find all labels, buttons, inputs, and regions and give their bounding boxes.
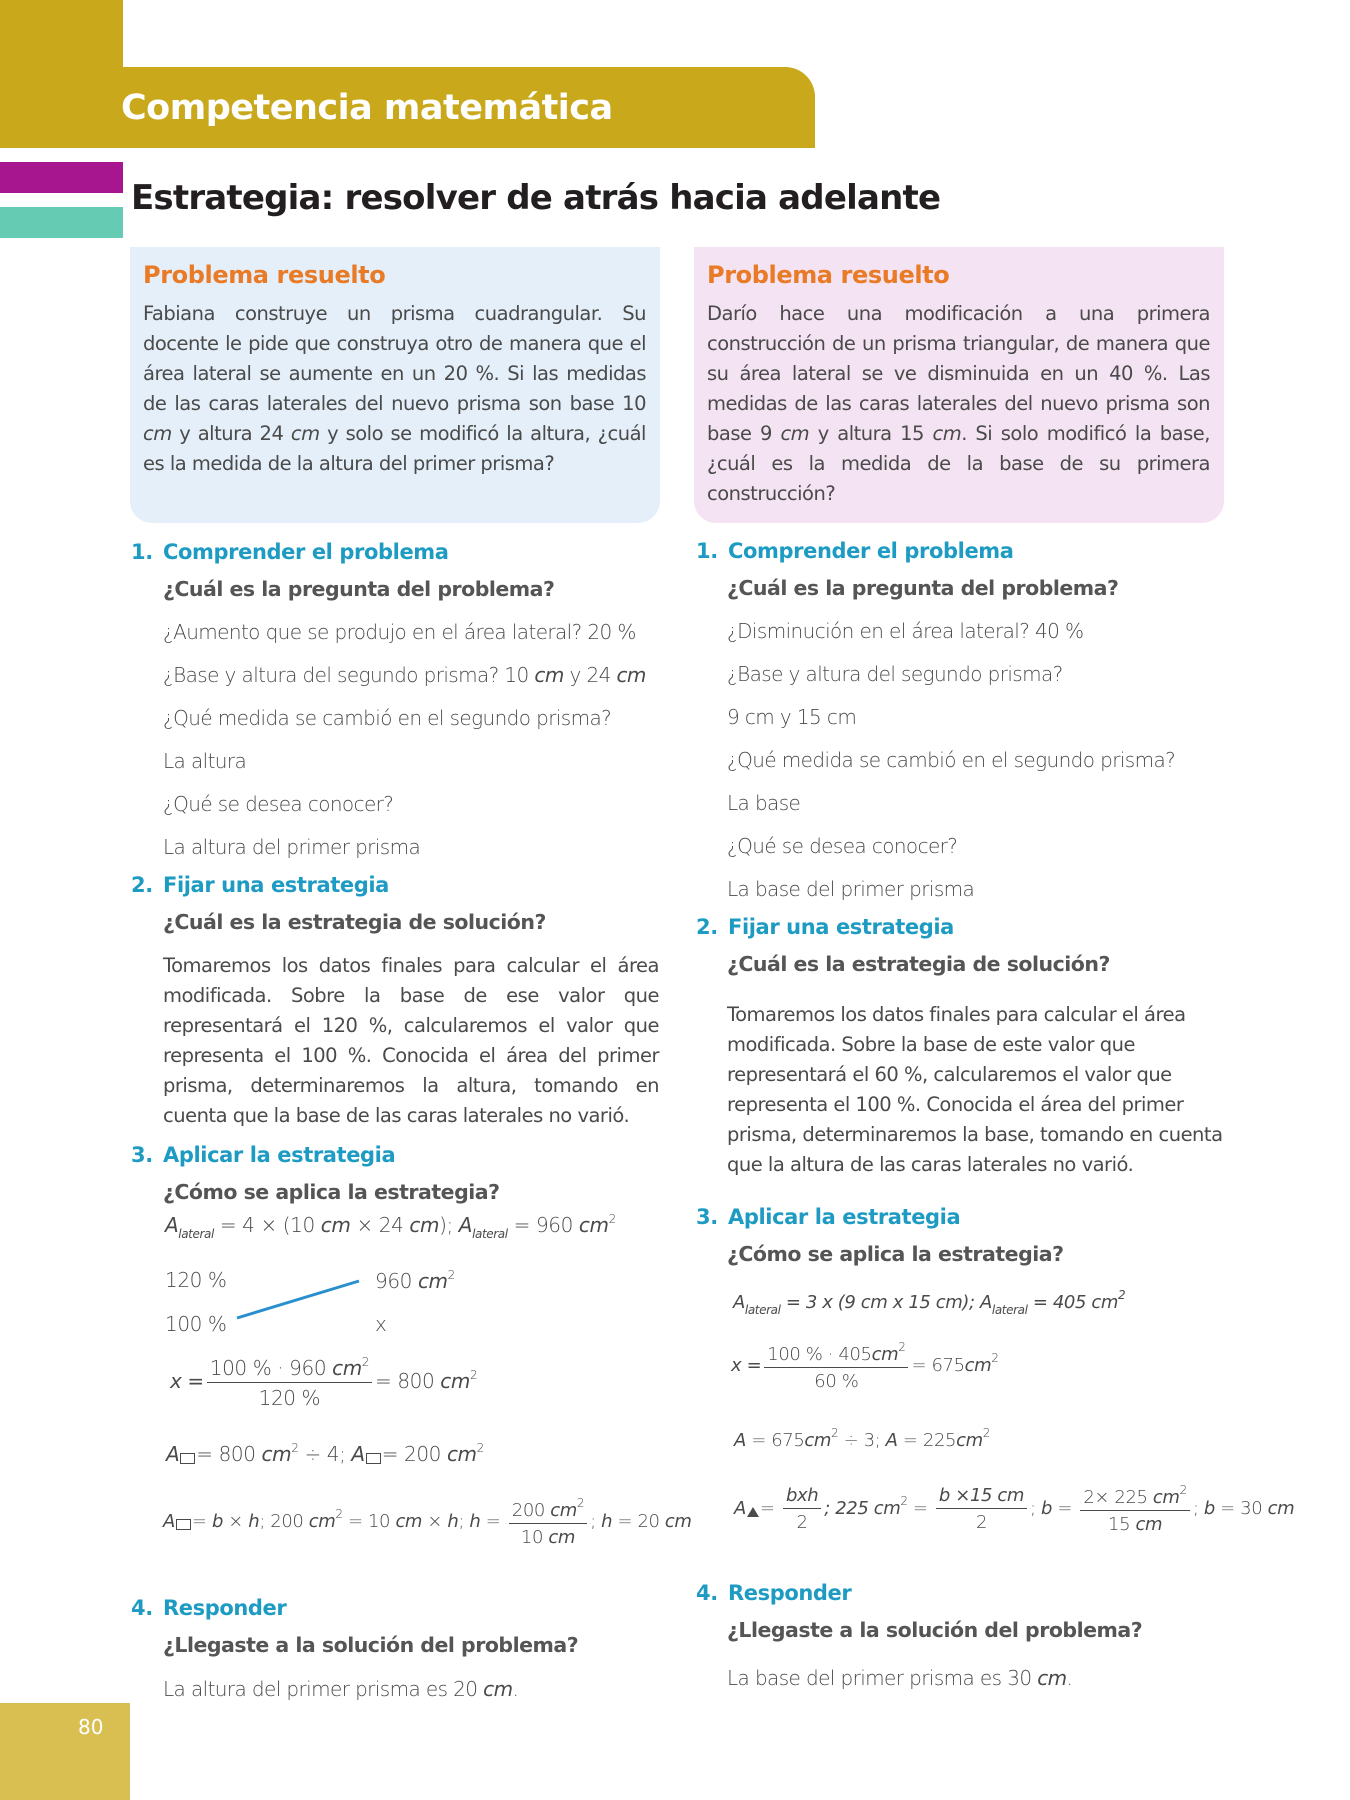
step-line: La base [727,791,801,815]
problem-statement: Darío hace una modificación a una primera construcción de un prisma triangular, de manera que su área lateral se ve disminuida en un 40 %. Las medidas de las caras laterales del nuevo prisma son base 9 cm y altura 15 cm. Si solo modificó la base, ¿cuál es la medida de la base de su primera construcción? [707,302,1210,505]
step-heading-2: 2. Fijar una estrategia [131,873,389,897]
proportion-percent-2: 100 % [165,1312,227,1336]
step-question: ¿Cuál es la pregunta del problema? [727,576,1119,600]
step-heading-4: 4. Responder [696,1581,852,1605]
step-line: La altura del primer prisma [163,835,421,859]
step-heading-3: 3. Aplicar la estrategia [131,1143,396,1167]
square-icon [180,1453,195,1464]
step-line: ¿Qué se desea conocer? [163,792,394,816]
formula-lateral-area: $A_{lateral} = 3$ x (9 cm x 15 cm); $A_{lateral} = 405$ $cm^2$ [733,1288,1126,1317]
problem-box-title: Problema resuelto [707,261,950,289]
step-line: ¿Base y altura del segundo prisma? [727,662,1063,686]
proportion-value-2: x [375,1312,387,1336]
step-heading-1: 1. Comprender el problema [696,539,1014,563]
problem-box-left [130,247,660,523]
formula-face-area: $A = 675cm^2 \div 3$; $A = 225cm^2$ [734,1426,990,1451]
step-heading-3: 3. Aplicar la estrategia [696,1205,961,1229]
step-line: ¿Aumento que se produjo en el área lateral? 20 % [163,620,636,644]
step-heading-2: 2. Fijar una estrategia [696,915,954,939]
section-title: Competencia matemática [121,88,613,128]
step-question: ¿Cómo se aplica la estrategia? [163,1180,500,1204]
strategy-paragraph: Tomaremos los datos finales para calcular el área modificada. Sobre la base de este valor que representará el 60 %, calcularemos el valor que representa el 100 %. Conocida el área del primer prisma, determinaremos la base, tomando en cuenta que la altura de las caras laterales no varió. [727,1003,1223,1176]
page-title: Estrategia: resolver de atrás hacia adelante [131,178,941,218]
teal-accent-bar [0,207,123,238]
step-line: La altura [163,749,247,773]
proportion-value-1: 960 $cm^2$ [375,1268,455,1293]
problem-statement: Fabiana construye un prisma cuadrangular. Su docente le pide que construya otro de manera que el área lateral se aumente en un 20 %. Si las medidas de las caras laterales del nuevo prisma son base 10 cm y altura 24 cm y solo se modificó la altura, ¿cuál es la medida de la altura del primer prisma? [143,302,646,475]
formula-face-area: A = 800 $cm^2 \div 4$; A = 200 $cm^2$ [166,1441,484,1466]
final-answer: La base del primer prisma es 30 cm. [727,1666,1073,1690]
square-icon [366,1453,381,1464]
problem-box-title: Problema resuelto [143,261,386,289]
step-heading-1: 1. Comprender el problema [131,540,449,564]
page-number-tab [0,1703,130,1800]
formula-height: A = b × h; 200 $cm^2 = 10$ cm × h; h = $\frac{200 cm^2}{10 cm}$ ; h = 20 cm [163,1496,692,1548]
step-question: ¿Llegaste a la solución del problema? [727,1618,1143,1642]
step-question: ¿Cuál es la estrategia de solución? [163,910,546,934]
magenta-accent-bar [0,162,123,193]
page-number: 80 [78,1715,104,1739]
formula-base: A = $\frac{\text{bxh}}{2}$ ; 225 $cm^2$ = $\frac{b \times 15 cm}{2}$ ; b = $\frac{2\times 225 cm^2}{15 cm}$ ; b = 30 cm [734,1483,1295,1535]
step-line: ¿Qué medida se cambió en el segundo prisma? [163,706,612,730]
step-line: ¿Disminución en el área lateral? 40 % [727,619,1084,643]
step-question: ¿Llegaste a la solución del problema? [163,1633,579,1657]
strategy-paragraph: Tomaremos los datos finales para calcular el área modificada. Sobre la base de ese valor que representará el 120 %, calcularemos el valor que representa el 100 %. Conocida el área del primer prisma, determinaremos la altura, tomando en cuenta que la base de las caras laterales no varió. [163,954,659,1127]
proportion-connector-line [235,1278,365,1324]
step-heading-4: 4. Responder [131,1596,287,1620]
step-question: ¿Cuál es la estrategia de solución? [727,952,1110,976]
step-question: ¿Cuál es la pregunta del problema? [163,577,555,601]
step-line: ¿Qué medida se cambió en el segundo prisma? [727,748,1176,772]
step-line: La base del primer prisma [727,877,975,901]
formula-lateral-area: $A_{lateral} = 4 \times (10$ cm × 24 cm); $A_{lateral} = 960$ $cm^2$ [165,1212,616,1241]
step-question: ¿Cómo se aplica la estrategia? [727,1242,1064,1266]
square-icon [176,1519,191,1530]
triangle-icon [747,1507,759,1517]
problem-box-right [694,247,1224,523]
proportion-percent-1: 120 % [165,1268,227,1292]
formula-rule-of-three: x = $\frac{100 \% \cdot 960 cm^2}{120 \%}$ = 800 $cm^2$ [170,1355,478,1410]
step-line: ¿Base y altura del segundo prisma? 10 cm y 24 cm [163,663,646,687]
final-answer: La altura del primer prisma es 20 cm. [163,1677,519,1701]
step-line: ¿Qué se desea conocer? [727,834,958,858]
formula-rule-of-three: x = $\frac{100 \% \cdot 405cm^2}{60 \%}$ = $675cm^2$ [731,1340,999,1392]
step-line: 9 cm y 15 cm [727,705,857,729]
